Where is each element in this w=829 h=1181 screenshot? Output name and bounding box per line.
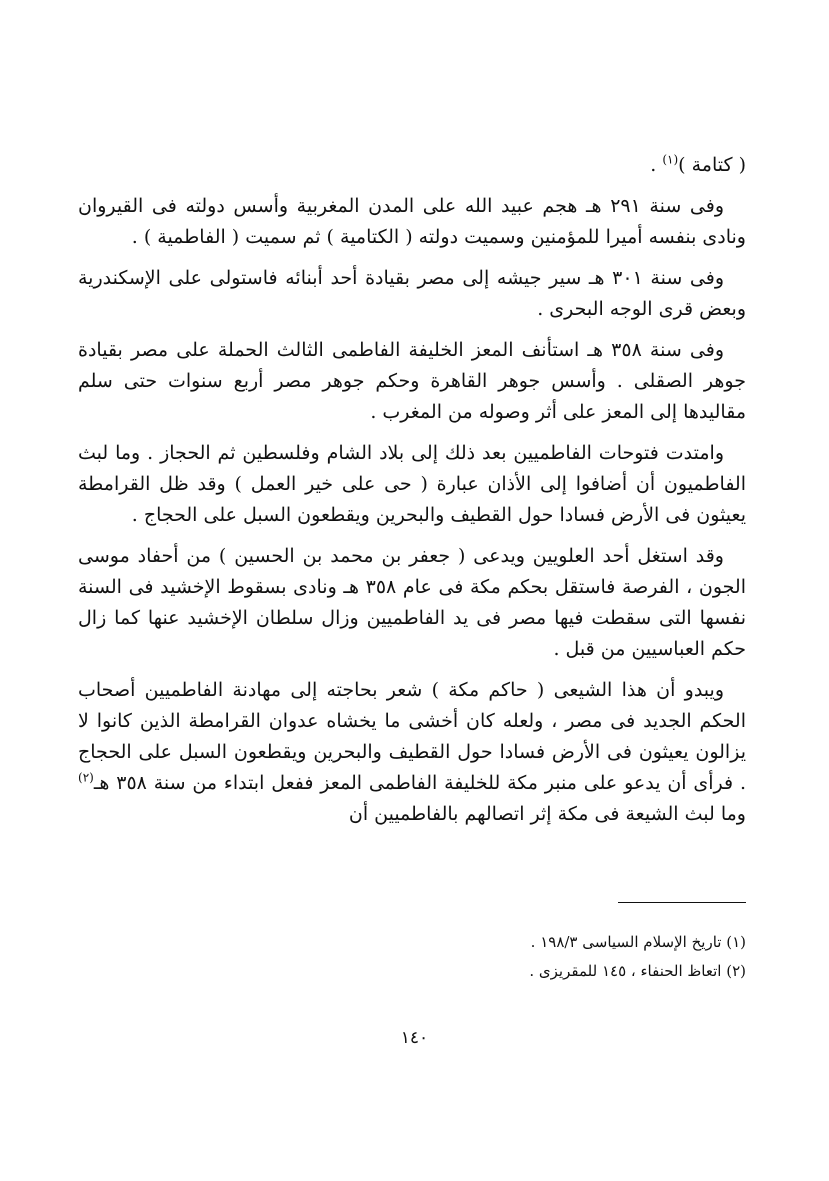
opening-tail: . <box>650 154 663 176</box>
paragraph-6-end: وما لبث الشيعة فى مكة إثر اتصالهم بالفاطميين أن <box>348 803 746 825</box>
footnote-ref-1: (١) <box>662 152 679 167</box>
page-number: ١٤٠ <box>400 1028 429 1048</box>
opening-text: ( كتامة ) <box>678 154 746 176</box>
paragraph-6-start: ويبدو أن هذا الشيعى ( حاكم مكة ) شعر بحاجته إلى مهادنة الفاطميين أصحاب الحكم الجديد فى مصر ، ولعله كان أخشى ما يخشاه عدوان القرامطة الذين كانوا لا يزالون يعيثون فى الأرض فسادا حول القطيف والبحرين ويقطعون السبل على الحجاج . فرأى أن يدعو على منبر مكة للخليفة الفاطمى المعز ففعل ابتداء من سنة ٣٥٨ هـ <box>78 679 746 794</box>
footnote-2: (٢) اتعاظ الحنفاء ، ١٤٥ للمقريزى . <box>529 962 746 980</box>
paragraph-6 <box>78 675 746 830</box>
opening-line <box>78 150 746 181</box>
paragraph-2: وفى سنة ٣٠١ هـ سير جيشه إلى مصر بقيادة أحد أبنائه فاستولى على الإسكندرية وبعض قرى الوجه البحرى . <box>78 267 746 320</box>
paragraph-4: وامتدت فتوحات الفاطميين بعد ذلك إلى بلاد الشام وفلسطين ثم الحجاز . وما لبث الفاطميون أن أضافوا إلى الأذان عبارة ( حى على خير العمل ) وقد ظل القرامطة يعيثون فى الأرض فسادا حول القطيف والبحرين ويقطعون السبل على الحجاج . <box>78 442 746 526</box>
footnote-1: (١) تاريخ الإسلام السياسى ١٩٨/٣ . <box>530 933 746 951</box>
paragraph-3: وفى سنة ٣٥٨ هـ استأنف المعز الخليفة الفاطمى الثالث الحملة على مصر بقيادة جوهر الصقلى . وأسس جوهر القاهرة وحكم جوهر مصر أربع سنوات حتى سلم مقاليدها إلى المعز على أثر وصوله من المغرب . <box>78 339 746 423</box>
footnotes <box>78 932 746 990</box>
main-text <box>78 150 746 840</box>
footnote-ref-2: (٢) <box>78 770 94 785</box>
paragraph-5: وقد استغل أحد العلويين ويدعى ( جعفر بن محمد بن الحسين ) من أحفاد موسى الجون ، الفرصة فاستقل بحكم مكة فى عام ٣٥٨ هـ ونادى بسقوط الإخشيد فى السنة نفسها التى سقطت فيها مصر فى يد الفاطميين وزال سلطان الإخشيد عنها كما زال حكم العباسيين من قبل . <box>78 545 746 660</box>
footnote-divider <box>618 902 746 903</box>
paragraph-1: وفى سنة ٢٩١ هـ هجم عبيد الله على المدن المغربية وأسس دولته فى القيروان ونادى بنفسه أميرا للمؤمنين وسميت دولته ( الكتامية ) ثم سميت ( الفاطمية ) . <box>78 195 746 248</box>
